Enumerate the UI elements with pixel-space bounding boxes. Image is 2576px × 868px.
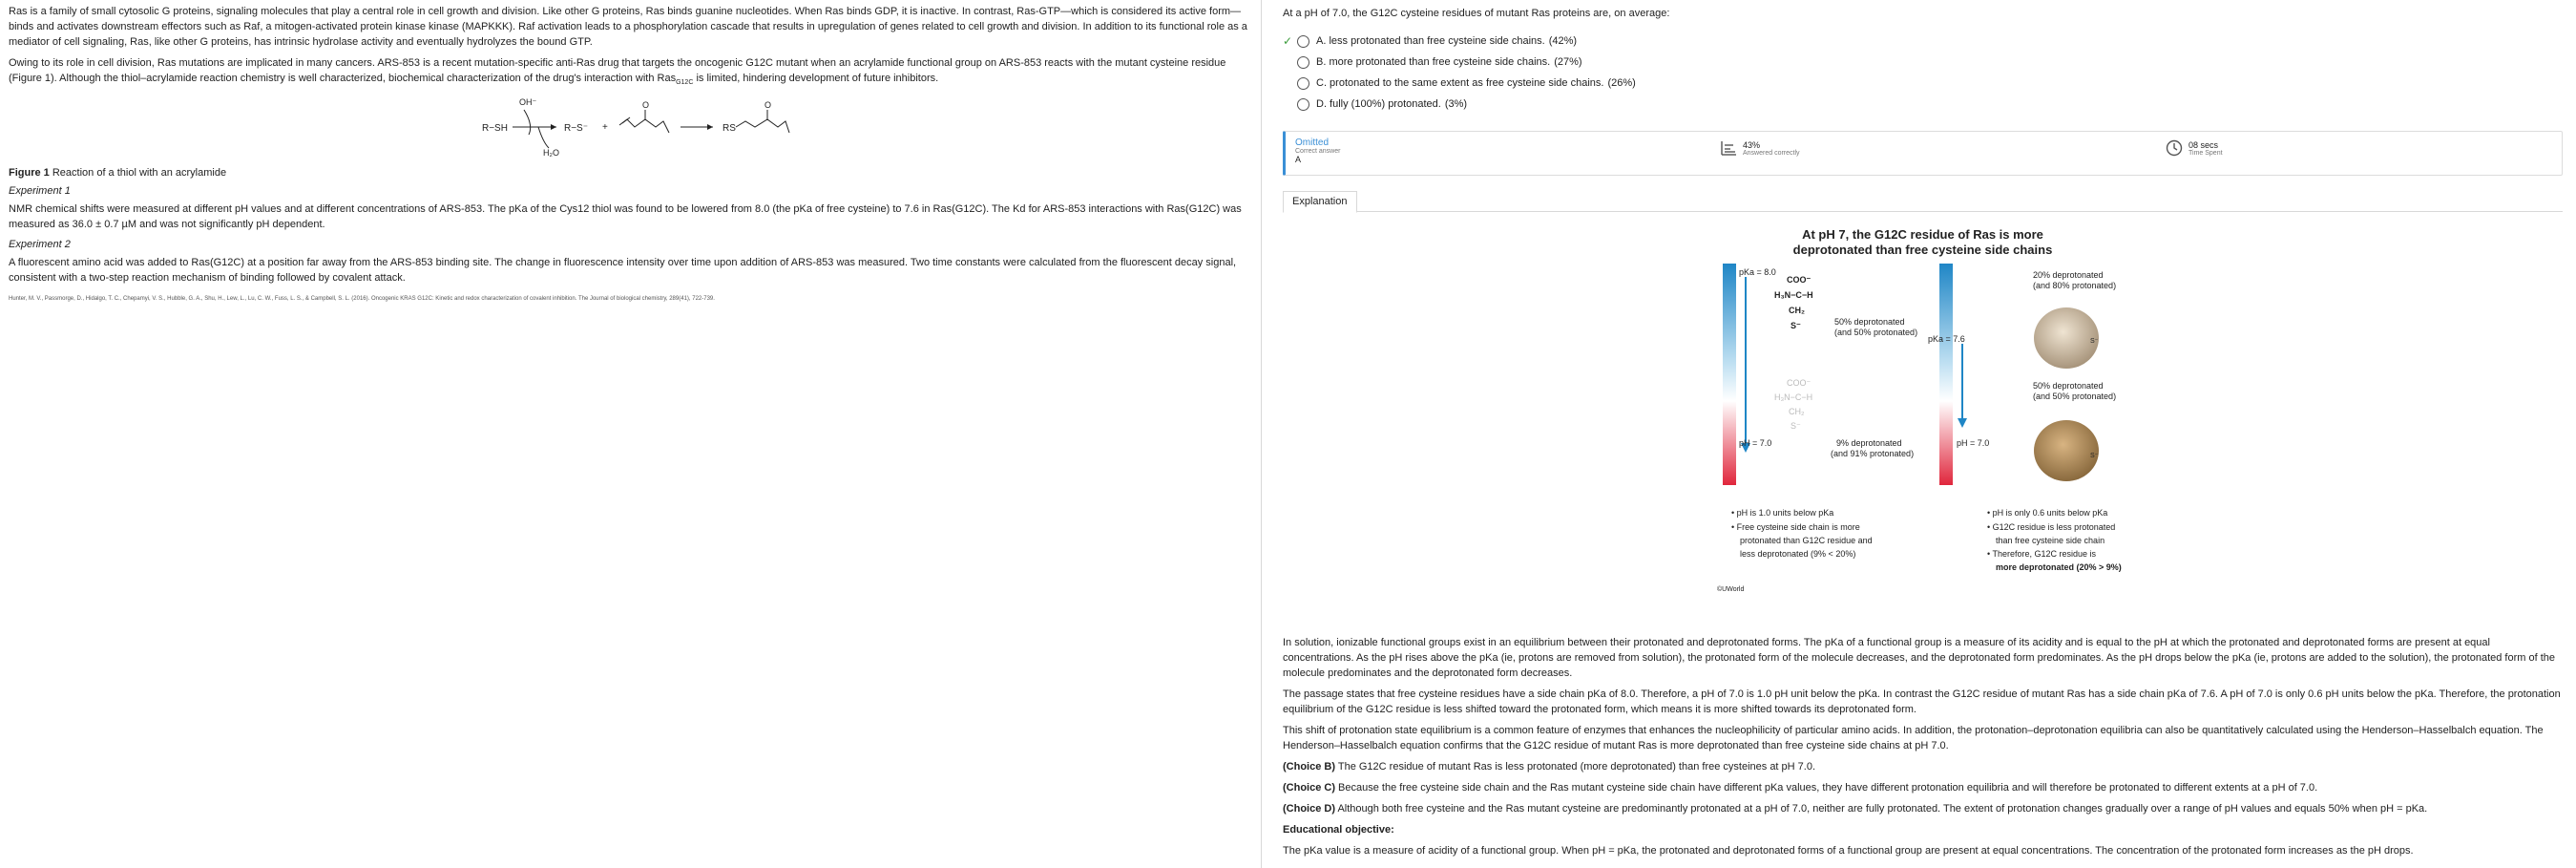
answer-choice-b[interactable] [1283, 52, 2563, 73]
answer-choice-c[interactable] [1283, 73, 2563, 94]
choice-b-text: B. more protonated than free cysteine side chains. [1316, 56, 1551, 68]
right-bullet-2a: • G12C residue is less protonated [1987, 522, 2116, 532]
right-top-pct-2: (and 80% protonated) [2033, 281, 2117, 290]
tab-bar [1283, 191, 2563, 212]
experiment-1-text: NMR chemical shifts were measured at different pH values and at different concentrations of ARS-853. The pKa of the Cys12 thiol was found to be lowered from 8.0 (the pKa of free cysteine) to 7.6 in Ras(G12C). The Kd for ARS-853 interactions with Ras(G12C) was measured as 36.0 ± 0.7 µM and was not significantly pH dependent. [9, 203, 1242, 231]
radio-button-c[interactable] [1297, 77, 1309, 90]
left-bullet-2a: • Free cysteine side chain is more [1731, 522, 1860, 532]
left-bullet-2b: protonated than G12C residue and [1740, 536, 1873, 545]
coo-label-faded: COO⁻ [1787, 378, 1812, 388]
choice-a-text: A. less protonated than free cysteine side chains. [1316, 35, 1545, 47]
experiment-2-text: A fluorescent amino acid was added to Ras(G12C) at a position far away from the ARS-853 binding site. The change in fluorescence intensity over time upon addition of ARS-853 was measured. Two time constants were calculated from the fluorescent decay signal, consistent with a two-step reaction mechanism of binding followed by covalent attack. [9, 257, 1237, 285]
right-mid-pct-2: (and 50% protonated) [2033, 392, 2117, 401]
correct-answer-value: A [1295, 155, 1302, 164]
correct-check-icon: ✓ [1283, 34, 1293, 48]
carbonyl-o-1: O [642, 100, 650, 111]
svg-text:S⁻: S⁻ [2090, 338, 2099, 345]
thiolate-s-label-faded: S⁻ [1791, 421, 1801, 431]
passage-paragraph-2: Owing to its role in cell division, Ras mutations are implicated in many cancers. ARS-853 is a recent mutation-specific anti-Ras drug that targets the oncogenic G12C mutant when an acrylamide functional group on ARS-853 reacts with the mutant cysteine residue (Figure 1). Although the thiol–acrylamide reaction chemistry is well characterized, biochemical characterization of the drug's interaction with Ras$_{G12C}$ is limited, hindering development of future inhibitors. [9, 57, 1226, 87]
right-bullet-3b: more deprotonated (20% > 9%) [1996, 562, 2122, 572]
protein-ras-image-2 [2034, 420, 2099, 481]
pka-comparison-diagram [1283, 262, 2563, 629]
carbonyl-o-2: O [764, 100, 772, 111]
radio-button-a[interactable] [1297, 35, 1309, 48]
amine-label: H₃N−C−H [1774, 290, 1813, 300]
left-ph-label: pH = 7.0 [1739, 438, 1772, 448]
right-bullet-1: • pH is only 0.6 units below pKa [1987, 508, 2108, 518]
reference-citation: Hunter, M. V., Passmorge, D., Hidalgo, T. C., Chepamyi, V. S., Hubble, G. A., Shu, H., Lew, L., Lu, C. W., Fuss, L. S., & Campbell, S. L. (2016). Oncogenic KRAS G12C: Kinetic and redox characterization of covalent inhibition. The Journal of biological chemistry, 289(41), 722-739. [9, 296, 715, 303]
pka-diagram-svg [1283, 262, 2237, 629]
answer-choice-d[interactable] [1283, 94, 2563, 115]
question-pane [1269, 0, 2576, 868]
radio-button-d[interactable] [1297, 98, 1309, 111]
left-top-pct-1: 50% deprotonated [1834, 317, 1905, 327]
hydroxide-label: OH⁻ [519, 97, 537, 108]
left-bot-pct-2: (and 91% protonated) [1831, 449, 1915, 458]
left-bot-pct-1: 9% deprotonated [1836, 438, 1902, 448]
choice-b-percent: (27%) [1554, 56, 1582, 68]
clock-icon [2166, 139, 2183, 157]
experiment-2-title: Experiment 2 [9, 239, 71, 251]
tab-explanation[interactable]: Explanation [1283, 191, 1357, 213]
choice-c-percent: (26%) [1607, 77, 1636, 89]
choice-c-text: C. protonated to the same extent as free cysteine side chains. [1316, 77, 1604, 89]
right-pka-label: pKa = 7.6 [1928, 334, 1965, 344]
right-bullet-3a: • Therefore, G12C residue is [1987, 549, 2097, 559]
explanation-paragraph-3: This shift of protonation state equilibrium is a common feature of enzymes that enhances the nucleophilicity of particular amino acids. In addition, the protonation–deprotonation equilibria can also be quantitatively calculated using the Henderson–Hasselbalch equation. The Henderson–Hasselbalch equation confirms that the G12C residue of mutant Ras is more deprotonated than free cysteine side chains at pH 7.0. [1283, 725, 2544, 752]
educational-objective-title: Educational objective: [1283, 824, 1394, 836]
right-mid-pct-1: 50% deprotonated [2033, 381, 2104, 391]
left-ph-gradient-bar [1723, 264, 1736, 485]
thiol-label: R−SH [482, 123, 508, 135]
choice-d-percent: (3%) [1444, 98, 1468, 110]
experiment-1-title: Experiment 1 [9, 185, 71, 198]
answer-choices [1283, 31, 2563, 115]
right-top-pct-1: 20% deprotonated [2033, 270, 2104, 280]
right-ph-gradient-bar [1939, 264, 1953, 485]
water-label: H₂O [543, 148, 559, 159]
right-bullet-2b: than free cysteine side chain [1996, 536, 2105, 545]
bar-chart-icon [1720, 139, 1737, 157]
choice-c-explanation: (Choice C) Because the free cysteine side chain and the Ras mutant cysteine side chain have different pKa values, they have different protonation equilibria and will therefore be protonated to different extents at a pH of 7.0. [1283, 782, 2318, 794]
passage-pane [0, 0, 1262, 868]
answer-stats-bar [1283, 131, 2563, 176]
ch2-label-faded: CH₂ [1789, 407, 1805, 416]
right-bullet-list [1987, 508, 2122, 572]
choice-a-percent: (42%) [1548, 35, 1578, 47]
ch2-label: CH₂ [1789, 306, 1805, 315]
radio-button-b[interactable] [1297, 56, 1309, 69]
educational-objective-text: The pKa value is a measure of acidity of a functional group. When pH = pKa, the protonated and deprotonated forms of a functional group are present at equal concentrations. The concentration of the protonated form increases as the pH drops. [1283, 845, 2414, 857]
product-rs-label: RS [723, 123, 736, 135]
left-bullet-2c: less deprotonated (9% < 20%) [1740, 549, 1856, 559]
figure-1-reaction [9, 96, 1252, 161]
figure-caption: Figure 1 Reaction of a thiol with an acrylamide [9, 167, 227, 180]
left-bullet-1: • pH is 1.0 units below pKa [1731, 508, 1834, 518]
coo-label: COO⁻ [1787, 275, 1812, 285]
choice-d-explanation: (Choice D) Although both free cysteine and the Ras mutant cysteine are predominantly protonated at a pH of 7.0, neither are fully protonated. The extent of protonation changes gradually over a range of pH values and equals 50% when pH = pKa. [1283, 803, 2428, 815]
protein-ras-image-1 [2034, 307, 2099, 369]
question-stem: At a pH of 7.0, the G12C cysteine residues of mutant Ras proteins are, on average: [1283, 8, 1670, 19]
copyright-label: ©UWorld [1717, 586, 1745, 593]
svg-text:S⁻: S⁻ [2090, 453, 2099, 459]
omitted-status: Omitted Correct answer A [1295, 138, 1341, 164]
choice-d-text: D. fully (100%) protonated. [1316, 98, 1441, 110]
passage-paragraph-1: Ras is a family of small cytosolic G proteins, signaling molecules that play a central role in cell growth and division. Like other G proteins, Ras binds guanine nucleotides. When Ras binds GDP, it is inactive. In contrast, Ras-GTP—which is considered its active form—binds and activates downstream effectors such as Raf, a mitogen-activated protein kinase kinase (MAPKKK). Raf activation leads to a phosphorylation cascade that results in upregulation of genes related to cell growth and division. In addition to its functional role as a mediator of cell signaling, Ras, like other G proteins, has intrinsic hydrolase activity and eventually hydrolyzes the bound GTP. [9, 6, 1247, 48]
thiolate-label: R−S⁻ [564, 123, 589, 135]
percent-correct-stat: 43% Answered correctly [1720, 139, 1800, 157]
explanation-figure-title: At pH 7, the G12C residue of Ras is more deprotonated than free cysteine side chains [1792, 227, 2053, 257]
amine-label-faded: H₃N−C−H [1774, 392, 1813, 402]
time-spent-stat: 08 secs Time Spent [2166, 139, 2223, 157]
left-top-pct-2: (and 50% protonated) [1834, 328, 1918, 337]
explanation-text [1283, 635, 2563, 858]
reaction-scheme [9, 96, 1253, 161]
left-pka-label: pKa = 8.0 [1739, 267, 1776, 277]
left-bullet-list [1731, 508, 1873, 559]
choice-b-explanation: (Choice B) The G12C residue of mutant Ras is less protonated (more deprotonated) than free cysteines at pH 7.0. [1283, 761, 1816, 773]
explanation-paragraph-2: The passage states that free cysteine residues have a side chain pKa of 8.0. Therefore, a pH of 7.0 is 1.0 pH unit below the pKa. In contrast the G12C residue of mutant Ras has a side chain pKa of 7.6. A pH of 7.0 is only 0.6 pH units below the pKa. Therefore, the protonation equilibrium of the G12C residue is less shifted toward the protonated form, which means it is more shifted towards its deprotonated form. [1283, 688, 2561, 715]
plus-sign: + [602, 122, 608, 134]
answer-choice-a[interactable] [1283, 31, 2563, 52]
right-ph-label: pH = 7.0 [1957, 438, 1990, 448]
thiolate-s-label: S⁻ [1791, 321, 1801, 330]
explanation-paragraph-1: In solution, ionizable functional groups exist in an equilibrium between their protonated and deprotonated forms. The pKa of a functional group is a measure of its acidity and is equal to the pH at which the protonated and deprotonated forms are present at equal concentrations. As the pH rises above the pKa (ie, protons are removed from solution), the protonated form of the molecule decreases, and the deprotonated form predominates. As the pH drops below the pKa (ie, protons are added to the solution), the protonated form of the molecule predominates and the deprotonated form decreases. [1283, 637, 2555, 679]
